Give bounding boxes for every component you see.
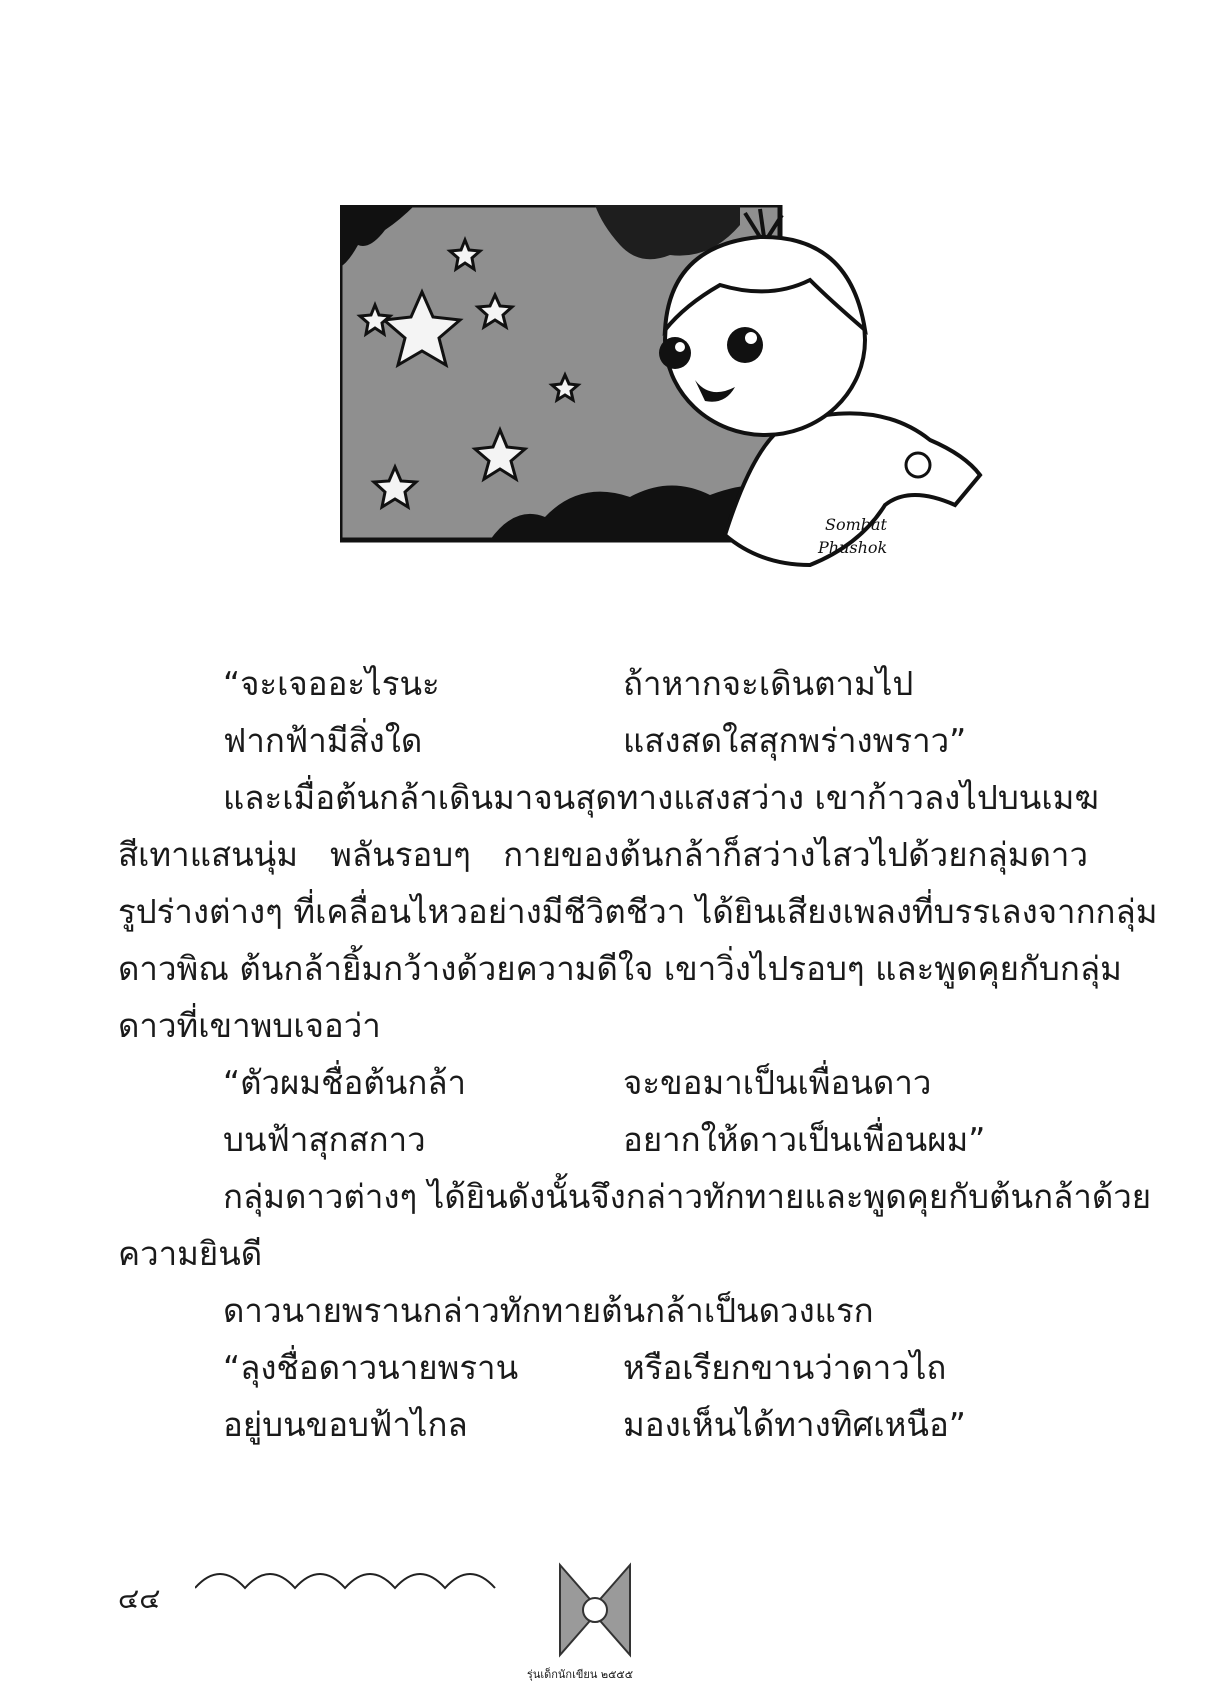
story-text <box>118 655 1158 1453</box>
prose-line: รูปร่างต่างๆ ที่เคลื่อนไหวอย่างมีชีวิตชีวา ได้ยินเสียงเพลงที่บรรเลงจากกลุ่ม <box>118 892 1158 931</box>
page-number: ๔๔ <box>118 1582 161 1615</box>
verse-line <box>118 655 1088 712</box>
story-illustration <box>340 205 1000 600</box>
prose-line: กลุ่มดาวต่างๆ ได้ยินดังนั้นจึงกล่าวทักทายและพูดคุยกับต้นกล้าด้วย <box>223 1177 1152 1216</box>
verse-left: ฟากฟ้ามีสิ่งใด <box>223 721 423 760</box>
project-logo <box>555 1560 635 1660</box>
boy-fist <box>906 453 930 477</box>
prose-line: ดาวที่เขาพบเจอว่า <box>118 1006 381 1045</box>
boy-right-eye <box>727 327 763 363</box>
verse-line <box>118 1111 1088 1168</box>
verse-left: อยู่บนขอบฟ้าไกล <box>223 1405 468 1444</box>
artist-signature-2: Phushok <box>818 538 888 557</box>
boy-left-eye <box>659 337 691 369</box>
prose-line: สีเทาแสนนุ่ม พลันรอบๆ กายของต้นกล้าก็สว่างไสวไปด้วยกลุ่มดาว <box>118 835 1088 874</box>
artist-signature-1: Sombat <box>825 515 887 534</box>
verse-right: แสงสดใสสุกพร่างพราว” <box>623 721 967 760</box>
verse-right: หรือเรียกขานว่าดาวไถ <box>623 1348 947 1387</box>
verse-line <box>118 1054 1088 1111</box>
prose-line: ดาวพิณ ต้นกล้ายิ้มกว้างด้วยความดีใจ เขาวิ่งไปรอบๆ และพูดคุยกับกลุ่ม <box>118 949 1122 988</box>
logo-caption: รุ่นเด็กนักเขียน ๒๕๕๕ <box>526 1668 634 1681</box>
scallop-ornament <box>195 1560 505 1600</box>
verse-right: มองเห็นได้ทางทิศเหนือ” <box>623 1405 966 1444</box>
verse-left: “ตัวผมชื่อต้นกล้า <box>223 1063 467 1102</box>
verse-line <box>118 1339 1088 1396</box>
verse-left: “ลุงชื่อดาวนายพราน <box>223 1348 519 1387</box>
verse-left: “จะเจออะไรนะ <box>223 664 440 703</box>
prose-line: ดาวนายพรานกล่าวทักทายต้นกล้าเป็นดวงแรก <box>223 1291 874 1330</box>
verse-line <box>118 1396 1088 1453</box>
prose-line: และเมื่อต้นกล้าเดินมาจนสุดทางแสงสว่าง เขาก้าวลงไปบนเมฆ <box>223 778 1099 817</box>
verse-right: ถ้าหากจะเดินตามไป <box>623 664 914 703</box>
verse-right: จะขอมาเป็นเพื่อนดาว <box>623 1063 932 1102</box>
verse-line <box>118 712 1088 769</box>
boy-and-stars-drawing <box>340 205 1000 600</box>
verse-left: บนฟ้าสุกสกาว <box>223 1120 426 1159</box>
page-footer <box>0 1560 1213 1700</box>
verse-right: อยากให้ดาวเป็นเพื่อนผม” <box>623 1120 986 1159</box>
prose-line: ความยินดี <box>118 1234 263 1273</box>
